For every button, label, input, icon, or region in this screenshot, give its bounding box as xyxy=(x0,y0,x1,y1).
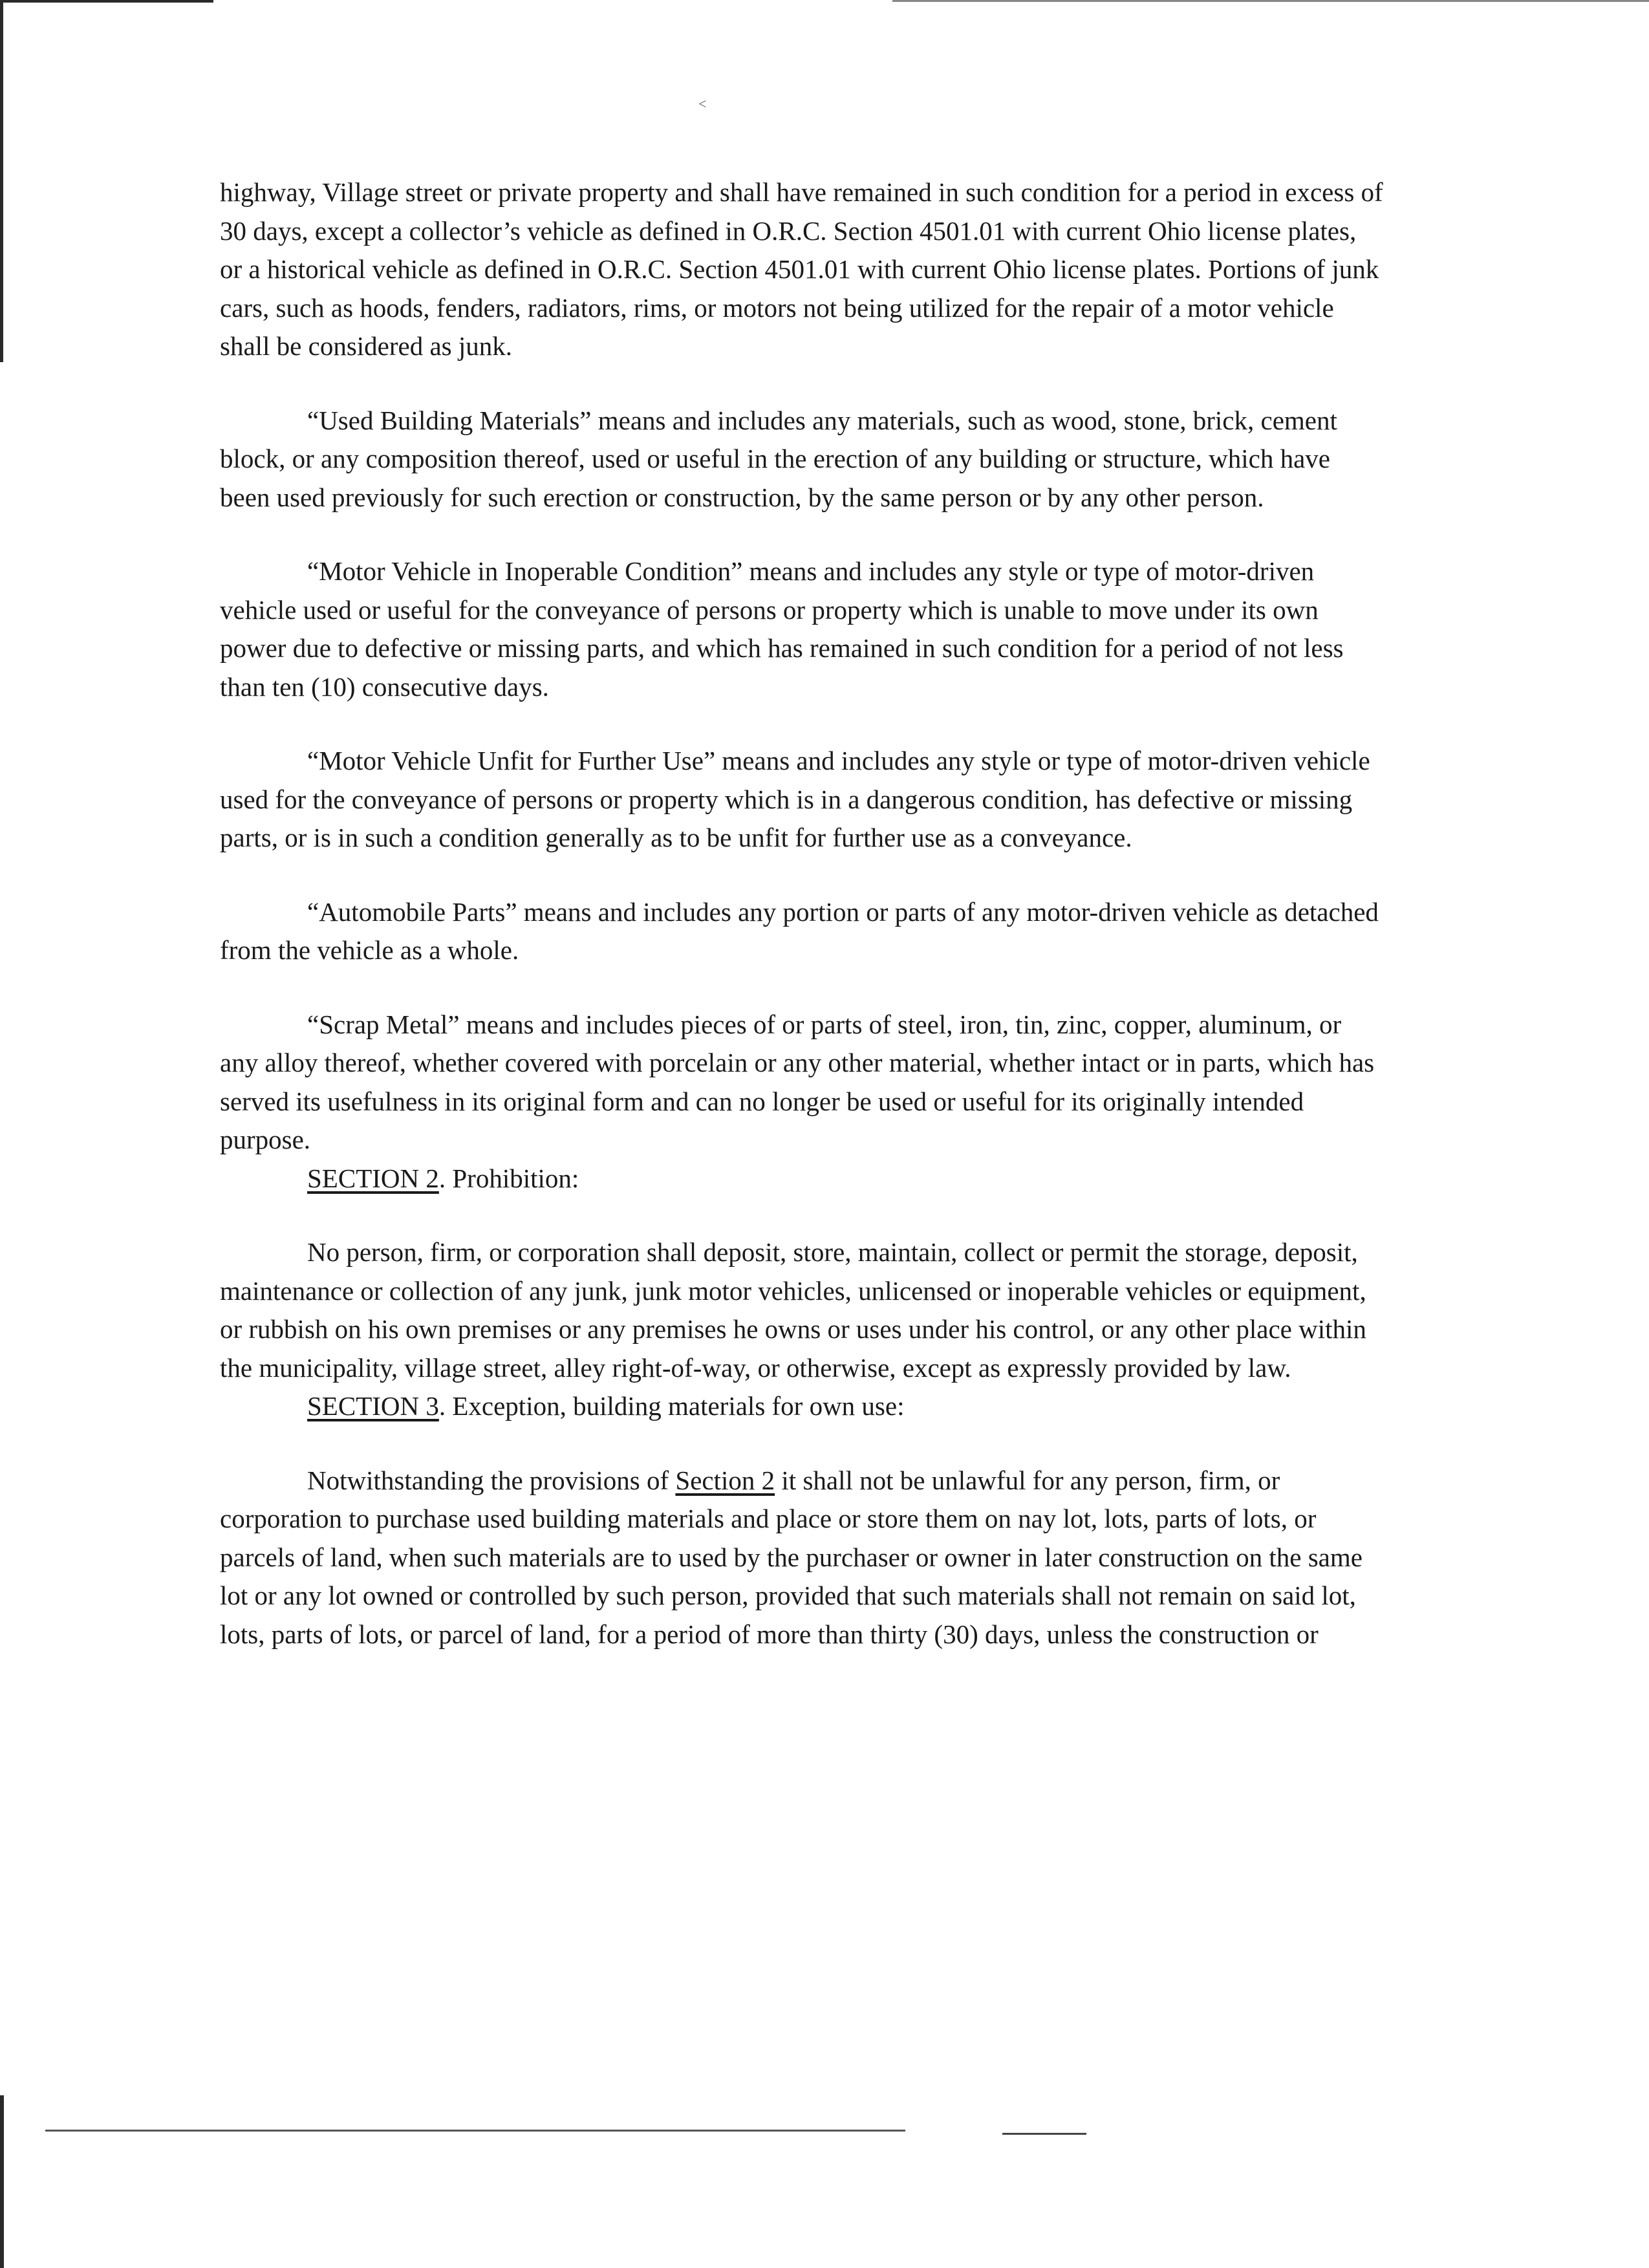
paragraph-scrap-metal: “Scrap Metal” means and includes pieces of or parts of steel, iron, tin, zinc, copper, aluminum, or any alloy thereof, whether covered with porcelain or any other material, whether intact or in parts, which has served its usefulness in its original form and can no longer be used or useful for its originally intended purpose. xyxy=(220,1009,1375,1154)
scan-rule-bottom xyxy=(45,2130,905,2132)
scan-rule-bottom-short xyxy=(1002,2133,1086,2135)
scan-edge-top-left xyxy=(0,0,213,3)
scan-edge-left xyxy=(0,0,3,362)
paragraph-inoperable-vehicle: “Motor Vehicle in Inoperable Condition” means and includes any style or type of motor-driven vehicle used or useful for the conveyance of persons or property which is unable to move under its own power due to defective or missing parts, and which has remained in such condition for a period of not less than ten (10) consecutive days. xyxy=(220,556,1344,702)
paragraph-junk-definition: highway, Village street or private property and shall have remained in such condition for a period in excess of 30 days, except a collector’s vehicle as defined in O.R.C. Section 4501.01 with current Ohio license plates, or a historical vehicle as defined in O.R.C. Section 4501.01 with current Ohio license plates. Portions of junk cars, such as hoods, fenders, radiators, rims, or motors not being utilized for the repair of a motor vehicle shall be considered as junk. xyxy=(220,177,1383,361)
section-2-reference: Section 2 xyxy=(675,1465,775,1495)
section-3-heading xyxy=(220,1387,1384,1426)
section-3-title: . Exception, building materials for own use: xyxy=(438,1391,905,1421)
paragraph-exception xyxy=(220,1462,1384,1654)
section-2-label: SECTION 2 xyxy=(307,1163,439,1193)
scan-edge-left-lower xyxy=(0,2095,4,2268)
section-2-heading xyxy=(220,1160,1384,1198)
exception-text-rest: it shall not be unlawful for any person, firm, or corporation to purchase used building materials and place or store them on nay lot, lots, parts of lots, or parcels of land, when such materials are to used by the purchaser or owner in later construction on the same lot or any lot owned or controlled by such person, provided that such materials shall not remain on said lot, lots, parts of lots, or parcel of land, for a period of more than thirty (30) days, unless the construction or xyxy=(220,1465,1363,1649)
paragraph-prohibition: No person, firm, or corporation shall deposit, store, maintain, collect or permit the storage, deposit, maintenance or collection of any junk, junk motor vehicles, unlicensed or inoperable vehicles or equipment, or rubbish on his own premises or any premises he owns or uses under his control, or any other place within the municipality, village street, alley right-of-way, or otherwise, except as expressly provided by law. xyxy=(220,1237,1366,1383)
scan-top-mark: < xyxy=(698,96,707,112)
section-3-label: SECTION 3 xyxy=(307,1391,439,1421)
section-2-title: . Prohibition: xyxy=(438,1163,579,1193)
exception-text-start: Notwithstanding the provisions of xyxy=(307,1465,676,1495)
paragraph-used-building-materials: “Used Building Materials” means and includes any materials, such as wood, stone, brick, cement block, or any composition thereof, used or useful in the erection of any building or structure, which have been used previously for such erection or construction, by the same person or by any other person. xyxy=(220,405,1337,512)
scan-edge-top-right xyxy=(892,0,1649,2)
paragraph-unfit-vehicle: “Motor Vehicle Unfit for Further Use” means and includes any style or type of motor-driven vehicle used for the conveyance of persons or property which is in a dangerous condition, has defective or missing parts, or is in such a condition generally as to be unfit for further use as a conveyance. xyxy=(220,746,1370,852)
paragraph-automobile-parts: “Automobile Parts” means and includes any portion or parts of any motor-driven vehicle as detached from the vehicle as a whole. xyxy=(220,896,1379,965)
document-body xyxy=(220,173,1384,1654)
